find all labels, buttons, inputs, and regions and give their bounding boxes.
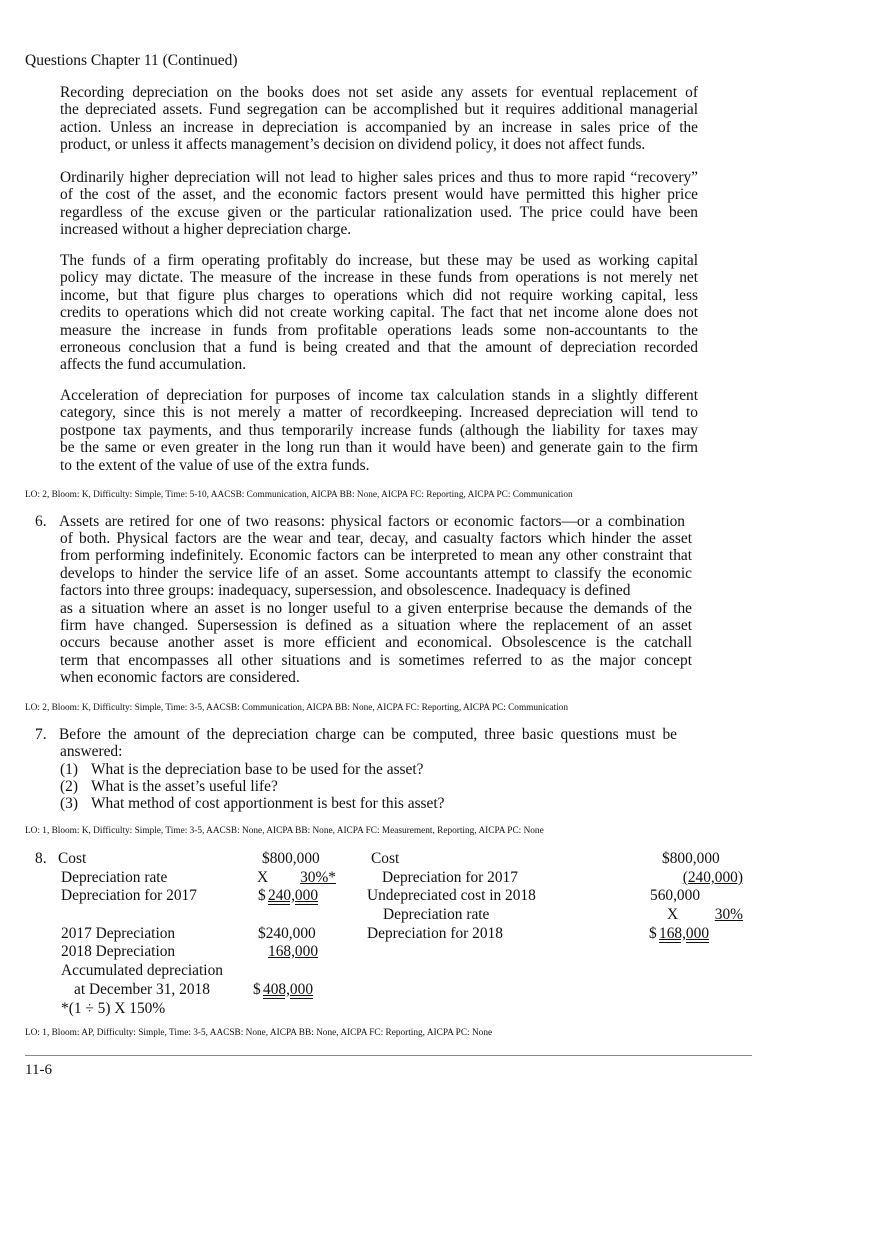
- accumulated-depreciation-date: at December 31, 2018: [74, 981, 210, 998]
- depreciation-2017-value: (240,000): [682, 869, 743, 886]
- text-line: income, but that figure plus charges to operations which did not require working capital, less: [60, 286, 698, 304]
- question-number: 6.: [35, 513, 47, 530]
- question-number: 8.: [35, 850, 47, 867]
- list-item: What is the asset’s useful life?: [91, 778, 278, 795]
- text-line: answered:: [60, 743, 123, 760]
- text-line: increased without a higher depreciation charge.: [60, 221, 352, 239]
- cost-value: $800,000: [262, 850, 320, 867]
- depreciation-2017-label: Depreciation for 2017: [61, 887, 197, 904]
- text-line: to the extent of the value of use of the extra funds.: [60, 456, 370, 474]
- undepreciated-cost-label: Undepreciated cost in 2018: [367, 887, 536, 904]
- multiply-sign: X: [667, 906, 679, 923]
- paragraph-1: [60, 84, 698, 154]
- depreciation-2018-label: 2018 Depreciation: [61, 943, 176, 960]
- text-line: category, since this is not merely a matter of recordkeeping. Increased depreciation will tend to: [60, 404, 698, 422]
- text-line: postpone tax payments, and thus temporarily increase funds (although the liability for taxes may: [60, 421, 698, 439]
- depreciation-2017-label: Depreciation for 2017: [382, 869, 518, 886]
- depreciation-rate-label: Depreciation rate: [383, 906, 490, 923]
- text-line: develops to hinder the service life of an asset. Some accountants attempt to classify the economic: [60, 564, 692, 582]
- learning-objective-meta: LO: 2, Bloom: K, Difficulty: Simple, Time: 5-10, AACSB: Communication, AICPA BB: None, AICPA FC: Reporting, AICPA PC: Communication: [25, 490, 573, 500]
- learning-objective-meta: LO: 1, Bloom: K, Difficulty: Simple, Time: 3-5, AACSB: None, AICPA BB: None, AICPA FC: Measurement, Reporting, AICPA PC: None: [25, 826, 544, 836]
- text-line: of both. Physical factors are the wear and tear, decay, and casualty factors which hinder the asset: [60, 530, 692, 547]
- multiply-sign: X: [257, 869, 269, 886]
- text-line: occurs because another asset is more efficient and economical. Obsolescence is the catchall: [60, 634, 692, 652]
- depreciation-rate-value: 30%*: [300, 869, 336, 886]
- depreciation-2018-value: 168,000: [268, 943, 319, 960]
- accumulated-depreciation-value: 408,000: [263, 981, 314, 998]
- text-line: from performing indefinitely. Economic factors can be interpreted to mean any other constraint that: [60, 547, 692, 565]
- question-6-first-line: [59, 513, 685, 530]
- list-item-number: (1): [60, 761, 78, 778]
- text-line: when economic factors are considered.: [60, 669, 300, 687]
- text-line: measure the increase in funds from profitable operations leads some non-accountants to the: [60, 321, 698, 339]
- footer-rule: [25, 1055, 752, 1056]
- list-item: What is the depreciation base to be used for the asset?: [91, 761, 424, 778]
- dollar-sign: $: [649, 925, 657, 942]
- list-item-number: (2): [60, 778, 78, 795]
- question-6-body: [60, 530, 692, 687]
- text-line: Acceleration of depreciation for purposes of income tax calculation stands in a slightly different: [60, 387, 698, 404]
- text-line: firm have changed. Supersession is defined as a situation where the replacement of an asset: [60, 616, 692, 634]
- text-line: the depreciated assets. Fund segregation can be accomplished but it requires additional managerial: [60, 101, 698, 119]
- depreciation-rate-value: 30%: [714, 906, 743, 923]
- learning-objective-meta: LO: 2, Bloom: K, Difficulty: Simple, Time: 3-5, AACSB: Communication, AICPA BB: None, AICPA FC: Reporting, AICPA PC: Communication: [25, 703, 569, 713]
- text-line: affects the fund accumulation.: [60, 356, 247, 374]
- text-line: erroneous conclusion that a fund is being created and that the amount of depreciation recorded: [60, 338, 698, 356]
- text-line: Before the amount of the depreciation charge can be computed, three basic questions must be: [59, 726, 677, 743]
- paragraph-3: [60, 252, 698, 374]
- learning-objective-meta: LO: 1, Bloom: AP, Difficulty: Simple, Time: 3-5, AACSB: None, AICPA BB: None, AICPA FC: Reporting, AICPA PC: None: [25, 1028, 493, 1038]
- list-item: What method of cost apportionment is best for this asset?: [91, 795, 445, 812]
- depreciation-2018-value: 168,000: [659, 925, 710, 942]
- question-7-first-line: [59, 726, 677, 743]
- text-line: Assets are retired for one of two reasons: physical factors or economic factors—or a combination: [59, 513, 685, 530]
- question-number: 7.: [35, 726, 47, 743]
- cost-label: Cost: [58, 850, 87, 867]
- page-title: Questions Chapter 11 (Continued): [25, 52, 238, 69]
- paragraph-2: [60, 169, 698, 239]
- text-line: of the cost of the asset, and the economic factors present would have permitted this higher price: [60, 186, 698, 204]
- text-line: credits to operations which did not create working capital. The fact that net income alone does not: [60, 304, 698, 322]
- text-line: policy may dictate. The measure of the increase in these funds from operations is not merely net: [60, 269, 698, 287]
- text-line: action. Unless an increase in depreciation is accompanied by an increase in sales price of the: [60, 118, 698, 136]
- footnote: *(1 ÷ 5) X 150%: [61, 1000, 166, 1017]
- dollar-sign: $: [258, 887, 266, 904]
- text-line: as a situation where an asset is no longer useful to a given enterprise because the demands of the: [60, 599, 692, 617]
- paragraph-4: [60, 387, 698, 474]
- text-line: product, or unless it affects management’s decision on dividend policy, it does not affect funds.: [60, 136, 646, 154]
- depreciation-2017-label: 2017 Depreciation: [61, 925, 176, 942]
- depreciation-2017-value: $240,000: [258, 925, 316, 942]
- cost-value: $800,000: [662, 850, 720, 867]
- dollar-sign: $: [253, 981, 261, 998]
- undepreciated-cost-value: 560,000: [650, 887, 701, 904]
- cost-label: Cost: [371, 850, 400, 867]
- text-line: term that encompasses all other situations and is sometimes referred to as the major concept: [60, 651, 692, 669]
- text-line: factors into three groups: inadequacy, supersession, and obsolescence. Inadequacy is defined: [60, 582, 631, 600]
- list-item-number: (3): [60, 795, 78, 812]
- text-line: Ordinarily higher depreciation will not lead to higher sales prices and thus to more rapid “recovery”: [60, 169, 698, 186]
- text-line: Recording depreciation on the books does not set aside any assets for eventual replacement of: [60, 84, 698, 101]
- page-number: 11-6: [25, 1062, 52, 1078]
- accumulated-depreciation-label: Accumulated depreciation: [61, 962, 223, 979]
- depreciation-2017-value: 240,000: [268, 887, 319, 904]
- text-line: The funds of a firm operating profitably do increase, but these may be used as working capital: [60, 252, 698, 269]
- depreciation-2018-label: Depreciation for 2018: [367, 925, 503, 942]
- text-line: be the same or even greater in the long run than it would have been) and generate gain to the firm: [60, 439, 698, 457]
- depreciation-rate-label: Depreciation rate: [61, 869, 168, 886]
- text-line: regardless of the excuse given or the particular rationalization used. The price could have been: [60, 203, 698, 221]
